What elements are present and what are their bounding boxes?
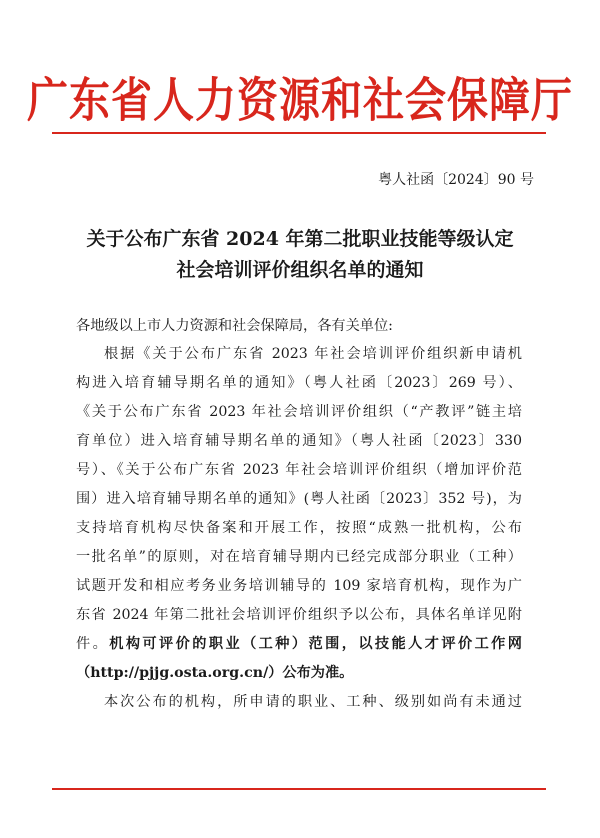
salutation: 各地级以上市人力资源和社会保障局，各有关单位: bbox=[76, 318, 393, 334]
body-line: 试题开发和相应考务业务培训辅导的 109 家培育机构，现作为广 bbox=[76, 578, 522, 594]
footer-divider bbox=[52, 788, 546, 790]
body-line: 支持培育机构尽快备案和开展工作，按照“成熟一批机构，公布 bbox=[76, 520, 522, 536]
body-line-emphasis: （http://pjjg.osta.org.cn/）公布为准。 bbox=[76, 665, 354, 681]
issuer-header: 广东省人力资源和社会保障厅 bbox=[27, 72, 573, 128]
body-line: 根据《关于公布广东省 2023 年社会培训评价组织新申请机 bbox=[104, 346, 522, 362]
document-number: 粤人社函〔2024〕90 号 bbox=[378, 172, 534, 188]
title-line-1: 关于公布广东省 2024 年第二批职业技能等级认定 bbox=[86, 228, 514, 250]
body-line-mixed bbox=[76, 634, 522, 663]
title-line-2: 社会培训评价组织名单的通知 bbox=[176, 259, 424, 281]
body-line: 构进入培育辅导期名单的通知》（粤人社函〔2023〕269 号）、 bbox=[76, 375, 522, 391]
body-line: 育单位）进入培育辅导期名单的通知》（粤人社函〔2023〕330 bbox=[76, 433, 522, 449]
body-text-emphasis: 机构可评价的职业（工种）范围，以技能人才评价工作网 bbox=[109, 636, 522, 652]
body-line: 东省 2024 年第二批社会培训评价组织予以公布，具体名单详见附 bbox=[76, 607, 522, 623]
body-line: 一批名单”的原则，对在培育辅导期内已经完成部分职业（工种） bbox=[76, 549, 522, 565]
document-body bbox=[76, 344, 522, 721]
body-text-plain: 件。 bbox=[76, 636, 110, 652]
body-line: 《关于公布广东省 2023 年社会培训评价组织（“产教评”链主培 bbox=[76, 404, 522, 420]
body-line: 号）、《关于公布广东省 2023 年社会培训评价组织（增加评价范 bbox=[76, 462, 522, 478]
body-line: 围）进入培育辅导期名单的通知》(粤人社函〔2023〕352 号)，为 bbox=[76, 491, 522, 507]
header-divider bbox=[52, 132, 546, 134]
body-line: 本次公布的机构，所申请的职业、工种、级别如尚有未通过 bbox=[104, 694, 522, 710]
document-title bbox=[40, 224, 560, 286]
